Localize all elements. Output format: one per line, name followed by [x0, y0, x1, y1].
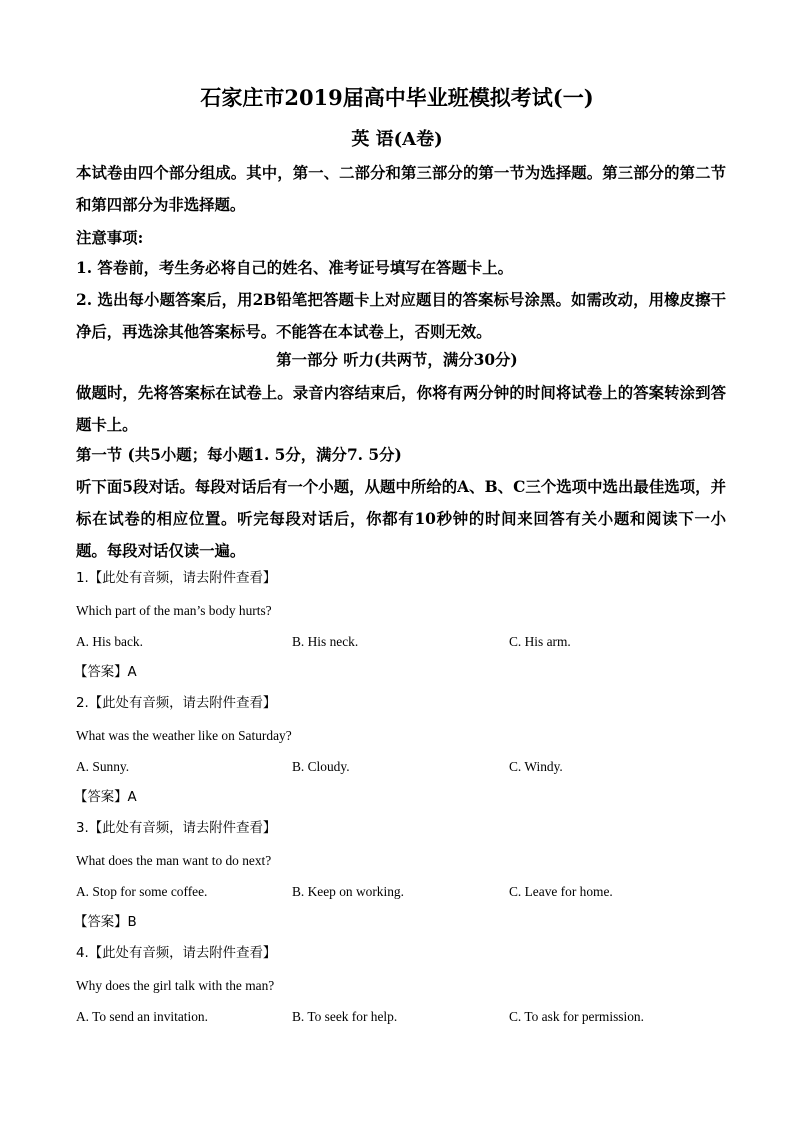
question-3-option-a: A. Stop for some coffee. [76, 884, 208, 899]
question-3-text: What does the man want to do next? [76, 853, 272, 868]
question-4-text: Why does the girl talk with the man? [76, 978, 275, 993]
question-1-option-a: A. His back. [76, 634, 143, 649]
question-4-audio-label: 4.【此处有音频，请去附件查看】 [76, 946, 277, 961]
intro-paragraph: 本试卷由四个部分组成。其中，第一、二部分和第三部分的第一节为选择题。第三部分的第二节和第四部分为非选择题。 [76, 164, 726, 214]
question-3-answer: 【答案】B [74, 915, 137, 930]
notes-item-2: 2. 选出每小题答案后，用2B铅笔把答题卡上对应题目的答案标号涂黑。如需改动，用橡皮擦干净后，再选涂其他答案标号。不能答在本试卷上，否则无效。 [76, 291, 726, 341]
question-2-audio-label: 2.【此处有音频，请去附件查看】 [76, 696, 277, 711]
section1-instructions: 听下面5段对话。每段对话后有一个小题，从题中所给的A、B、C三个选项中选出最佳选项，并标在试卷的相应位置。听完每段对话后，你都有10秒钟的时间来回答有关小题和阅读下一小题。每段对话仅读一遍。 [76, 478, 726, 560]
part1-instructions: 做题时，先将答案标在试卷上。录音内容结束后，你将有两分钟的时间将试卷上的答案转涂到答题卡上。 [76, 384, 726, 434]
question-2-option-c: C. Windy. [509, 759, 563, 774]
question-3-audio-label: 3.【此处有音频，请去附件查看】 [76, 821, 277, 836]
question-2-option-a: A. Sunny. [76, 759, 130, 774]
question-4-option-c: C. To ask for permission. [509, 1009, 644, 1024]
question-4-option-a: A. To send an invitation. [76, 1009, 208, 1024]
question-4-option-b: B. To seek for help. [292, 1009, 398, 1024]
question-1-option-c: C. His arm. [509, 634, 571, 649]
question-1-text: Which part of the man’s body hurts? [76, 603, 272, 618]
question-3-option-b: B. Keep on working. [292, 884, 404, 899]
question-3-option-c: C. Leave for home. [509, 884, 613, 899]
question-1-option-b: B. His neck. [292, 634, 359, 649]
part1-heading: 第一部分 听力(共两节，满分30分) [276, 351, 518, 369]
question-1-answer: 【答案】A [74, 665, 137, 680]
section1-heading: 第一节 (共5小题；每小题1. 5分，满分7. 5分) [76, 446, 402, 464]
question-2-option-b: B. Cloudy. [292, 759, 350, 774]
notes-heading: 注意事项: [76, 229, 144, 247]
notes-item-1: 1. 答卷前，考生务必将自己的姓名、准考证号填写在答题卡上。 [76, 259, 513, 277]
question-2-text: What was the weather like on Saturday? [76, 728, 292, 743]
exam-title: 石家庄市2019届高中毕业班模拟考试(一) [200, 85, 594, 110]
question-1-audio-label: 1.【此处有音频，请去附件查看】 [76, 571, 277, 586]
exam-subtitle: 英 语(A卷) [351, 129, 443, 150]
question-2-answer: 【答案】A [74, 790, 137, 805]
